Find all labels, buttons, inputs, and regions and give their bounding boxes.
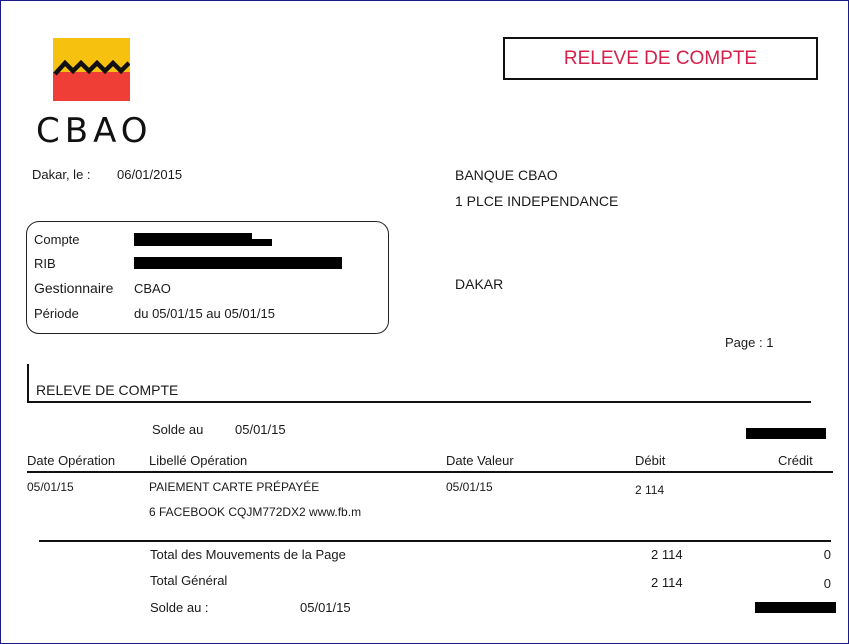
page-number: Page : 1 [725,335,774,350]
col-header-date-valeur: Date Valeur [446,453,514,468]
table-header-rule [27,471,833,473]
row-label-line1: PAIEMENT CARTE PRÉPAYÉE [149,480,320,494]
opening-balance-date: 05/01/15 [235,422,286,437]
cbao-logo-icon [53,38,130,101]
section-bottom-rule [27,401,811,403]
totals-rule [39,540,831,542]
periode-label: Période [34,306,79,321]
row-debit: 2 114 [635,483,665,497]
closing-balance-label: Solde au : [150,600,209,615]
redacted-closing-balance [755,602,836,613]
bank-city: DAKAR [455,276,504,292]
redacted-rib [134,257,342,269]
compte-label: Compte [34,232,80,247]
col-header-credit: Crédit [778,453,813,468]
total-page-credit: 0 [823,547,831,562]
bank-name: BANQUE CBAO [455,167,558,183]
redacted-opening-balance [746,428,826,439]
document-title-box [503,37,818,80]
redacted-account-number-tail [134,239,272,246]
periode-value: du 05/01/15 au 05/01/15 [134,306,275,321]
section-title: RELEVE DE COMPTE [36,382,179,398]
closing-balance-date: 05/01/15 [300,600,351,615]
date-label: Dakar, le : [32,167,91,182]
document-title: RELEVE DE COMPTE [563,47,758,69]
col-header-date-operation: Date Opération [27,453,116,468]
total-page-label: Total des Mouvements de la Page [150,547,346,562]
total-general-debit: 2 114 [651,575,683,590]
rib-label: RIB [34,256,56,271]
section-left-rule [27,364,29,403]
row-label-line2: 6 FACEBOOK CQJM772DX2 www.fb.m [149,505,362,519]
col-header-debit: Débit [635,453,666,468]
row-date-valeur: 05/01/15 [446,480,493,494]
row-date-operation: 05/01/15 [27,480,74,494]
brand-name: CBAO [36,111,153,151]
total-general-credit: 0 [823,576,831,591]
gestionnaire-value: CBAO [134,281,171,296]
opening-balance-label: Solde au [152,422,204,437]
total-general-label: Total Général [150,573,228,588]
col-header-libelle: Libellé Opération [149,453,248,468]
total-page-debit: 2 114 [651,547,683,562]
bank-street: 1 PLCE INDEPENDANCE [455,193,619,209]
gestionnaire-label: Gestionnaire [34,280,114,296]
date-value: 06/01/2015 [117,167,183,182]
